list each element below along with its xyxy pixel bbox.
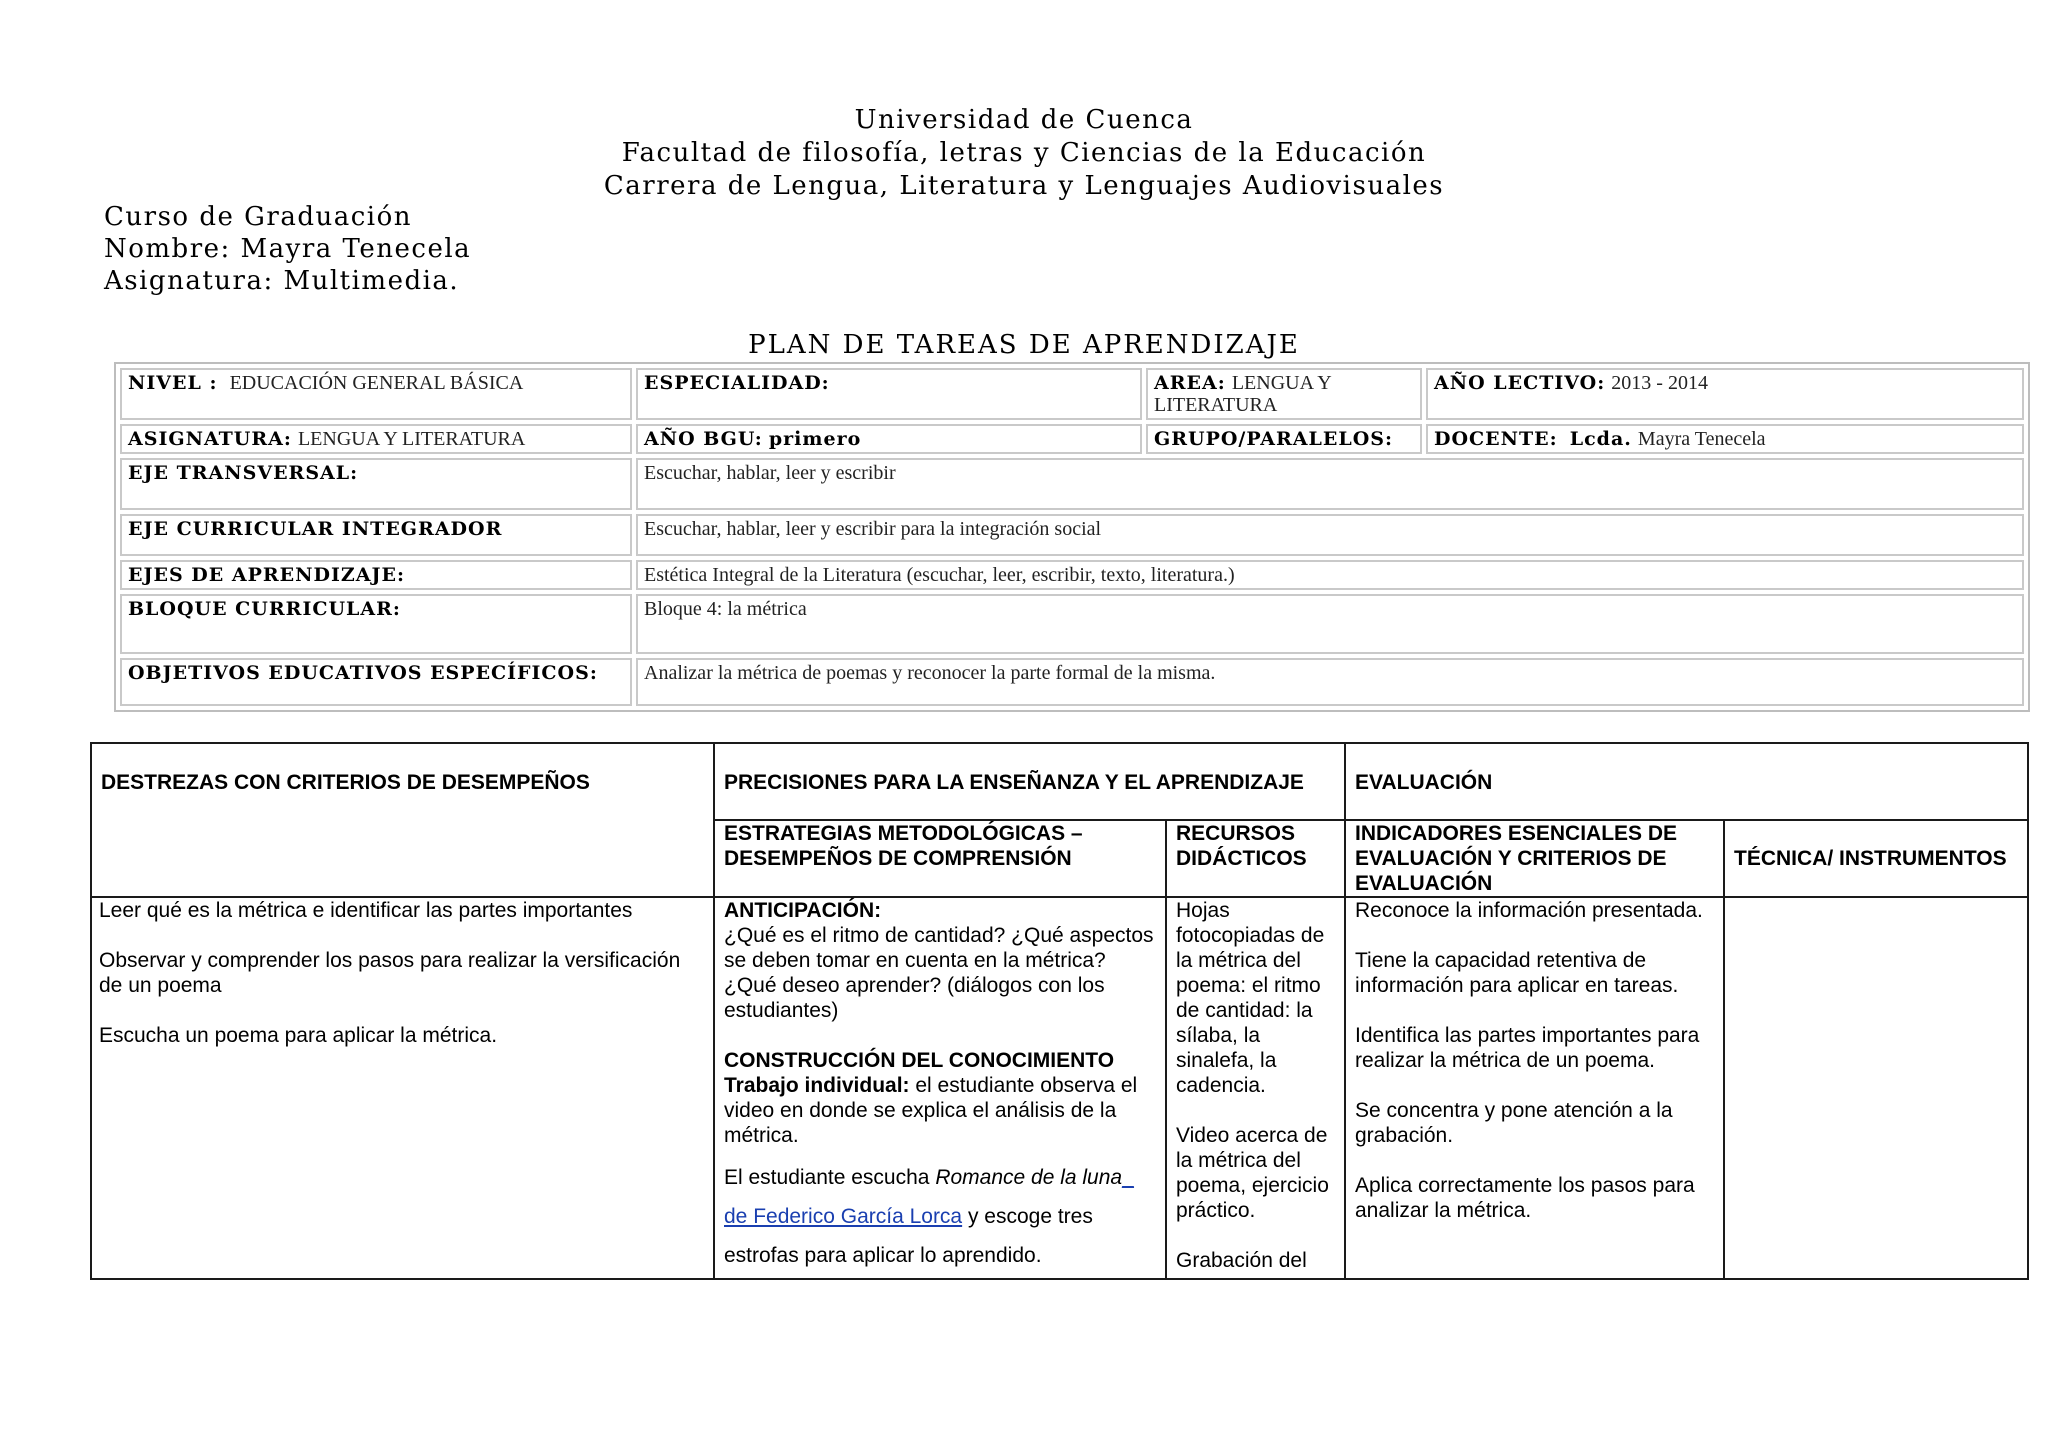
eje-transversal-label-cell (120, 458, 632, 510)
anio-lectivo-cell (1426, 368, 2024, 420)
escucha-prefix: El estudiante escucha (724, 1166, 936, 1189)
indicador-item: Identifica las partes importantes para realizar la métrica de un poema. (1355, 1024, 1700, 1072)
grupo-label: GRUPO/PARALELOS: (1154, 428, 1394, 450)
objetivos-value-cell (636, 658, 2024, 706)
anio-bgu-value: primero (768, 428, 862, 450)
info-table (114, 362, 2030, 712)
eje-curricular-label-cell (120, 514, 632, 556)
eje-transversal-label: EJE TRANSVERSAL: (128, 462, 359, 484)
anticipacion-title: ANTICIPACIÓN: (724, 899, 882, 922)
estrategias-cell (714, 897, 1166, 1279)
objetivos-label-cell (120, 658, 632, 706)
area-label: AREA: (1154, 372, 1226, 394)
indicador-item: Tiene la capacidad retentiva de información para aplicar en tareas. (1355, 949, 1679, 997)
escucha-paragraph (724, 1158, 1156, 1275)
eje-curricular-label: EJE CURRICULAR INTEGRADOR (128, 518, 503, 540)
destreza-item: Observar y comprender los pasos para realizar la versificación de un poema (99, 949, 681, 997)
recurso-item: Grabación del (1176, 1249, 1307, 1272)
grupo-cell (1146, 424, 1422, 454)
recurso-item: Video acerca de la métrica del poema, ejercicio práctico. (1176, 1124, 1329, 1222)
eje-transversal-value: Escuchar, hablar, leer y escribir (644, 462, 896, 484)
career-name: Carrera de Lengua, Literatura y Lenguajes Audiovisuales (603, 171, 1445, 201)
document-header (0, 104, 2048, 203)
anticipacion-text: ¿Qué es el ritmo de cantidad? ¿Qué aspectos se deben tomar en cuenta en la métrica? ¿Qué deseo aprender? (diálogos con los estudiantes) (724, 924, 1154, 1022)
destreza-item: Escucha un poema para aplicar la métrica. (99, 1024, 498, 1047)
asignatura-label: ASIGNATURA: (128, 428, 292, 450)
trabajo-text: el estudiante observa el video en donde se explica el análisis de la métrica. (724, 1074, 1138, 1147)
bloque-label: BLOQUE CURRICULAR: (128, 598, 401, 620)
poem-link-tail[interactable]: _ (1122, 1166, 1134, 1189)
plan-table (90, 742, 2029, 1280)
area-value: LENGUA Y LITERATURA (1154, 372, 1331, 416)
destreza-item: Leer qué es la métrica e identificar las partes importantes (99, 899, 633, 922)
ejes-aprendizaje-value: Estética Integral de la Literatura (escuchar, leer, escribir, texto, literatura.) (644, 564, 1235, 586)
docente-label: DOCENTE: (1434, 428, 1558, 450)
plan-title: PLAN DE TAREAS DE APRENDIZAJE (748, 330, 1300, 360)
poem-title: Romance de la luna (935, 1166, 1123, 1189)
objetivos-label: OBJETIVOS EDUCATIVOS ESPECÍFICOS: (128, 662, 598, 684)
evaluacion-header: EVALUACIÓN (1345, 743, 2028, 820)
asignatura-value: LENGUA Y LITERATURA (297, 428, 526, 450)
course-info (104, 201, 471, 297)
anio-lectivo-value: 2013 - 2014 (1611, 372, 1708, 394)
ejes-aprendizaje-label-cell (120, 560, 632, 590)
area-cell (1146, 368, 1422, 420)
destrezas-cell (91, 897, 714, 1279)
anio-bgu-cell (636, 424, 1142, 454)
indicador-item: Aplica correctamente los pasos para analizar la métrica. (1355, 1174, 1695, 1222)
tecnica-cell (1724, 897, 2028, 1279)
bloque-value-cell (636, 594, 2024, 654)
ejes-aprendizaje-value-cell (636, 560, 2024, 590)
university-name: Universidad de Cuenca (854, 105, 1194, 135)
especialidad-cell (636, 368, 1142, 420)
ejes-aprendizaje-label: EJES DE APRENDIZAJE: (128, 564, 405, 586)
anio-lectivo-label: AÑO LECTIVO: (1434, 372, 1606, 394)
eje-transversal-value-cell (636, 458, 2024, 510)
recursos-cell (1166, 897, 1345, 1279)
escucha-suffix: y escoge tres estrofas para aplicar lo aprendido. (724, 1205, 1093, 1267)
indicadores-cell (1345, 897, 1724, 1279)
trabajo-paragraph (724, 1073, 1156, 1148)
indicadores-header: INDICADORES ESENCIALES DE EVALUACIÓN Y CRITERIOS DE EVALUACIÓN (1345, 820, 1724, 897)
eje-curricular-value-cell (636, 514, 2024, 556)
subject-name: Asignatura: Multimedia. (104, 266, 460, 296)
student-name: Nombre: Mayra Tenecela (104, 234, 472, 264)
docente-cell (1426, 424, 2024, 454)
nivel-value: EDUCACIÓN GENERAL BÁSICA (229, 372, 524, 394)
docente-title: Lcda. (1569, 428, 1632, 450)
bloque-value: Bloque 4: la métrica (644, 598, 807, 620)
tecnica-header: TÉCNICA/ INSTRUMENTOS (1724, 820, 2028, 897)
anio-bgu-label: AÑO BGU: (644, 428, 763, 450)
precisiones-header: PRECISIONES PARA LA ENSEÑANZA Y EL APRENDIZAJE (714, 743, 1345, 820)
estrategias-header: ESTRATEGIAS METODOLÓGICAS – DESEMPEÑOS DE COMPRENSIÓN (714, 820, 1166, 897)
nivel-label: NIVEL : (128, 372, 218, 394)
objetivos-value: Analizar la métrica de poemas y reconocer la parte formal de la misma. (644, 662, 1216, 684)
recurso-item: Hojas fotocopiadas de la métrica del poema: el ritmo de cantidad: la sílaba, la sinalefa, la cadencia. (1176, 899, 1325, 1097)
indicador-item: Reconoce la información presentada. (1355, 899, 1703, 922)
faculty-name: Facultad de filosofía, letras y Ciencias de la Educación (621, 138, 1427, 168)
bloque-label-cell (120, 594, 632, 654)
trabajo-label: Trabajo individual: (724, 1074, 910, 1097)
docente-value: Mayra Tenecela (1637, 428, 1766, 450)
indicador-item: Se concentra y pone atención a la grabación. (1355, 1099, 1673, 1147)
destrezas-header: DESTREZAS CON CRITERIOS DE DESEMPEÑOS (91, 743, 714, 897)
eje-curricular-value: Escuchar, hablar, leer y escribir para la integración social (644, 518, 1102, 540)
especialidad-label: ESPECIALIDAD: (644, 372, 830, 394)
asignatura-cell (120, 424, 632, 454)
course-name: Curso de Graduación (104, 202, 412, 232)
recursos-header: RECURSOS DIDÁCTICOS (1166, 820, 1345, 897)
poem-author-link[interactable]: de Federico García Lorca (724, 1205, 963, 1228)
nivel-cell (120, 368, 632, 420)
construccion-title: CONSTRUCCIÓN DEL CONOCIMIENTO (724, 1049, 1115, 1072)
